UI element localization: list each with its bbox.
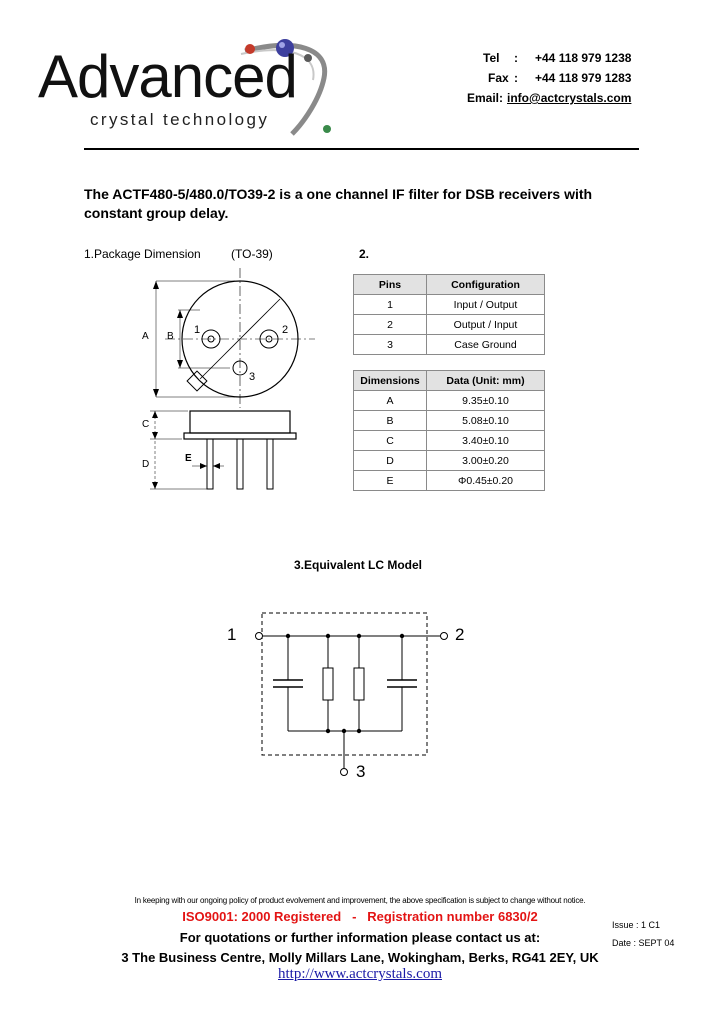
email-link[interactable]: info@actcrystals.com xyxy=(507,91,632,105)
table-row xyxy=(354,451,545,471)
table-row xyxy=(354,411,545,431)
to39-package-diagram xyxy=(130,268,320,498)
dim-cell: D xyxy=(354,451,427,471)
table-row xyxy=(354,315,545,335)
section1-title: 1.Package Dimension xyxy=(84,247,201,261)
node-label-2: 2 xyxy=(455,625,465,644)
package-type: (TO-39) xyxy=(231,247,273,261)
dim-label-c: C xyxy=(142,419,150,430)
logo-wordmark: Advanced xyxy=(38,43,297,110)
logo-tagline: crystal technology xyxy=(90,110,270,129)
config-cell: Output / Input xyxy=(427,315,545,335)
table-row xyxy=(354,391,545,411)
website-link[interactable]: http://www.actcrystals.com xyxy=(278,966,442,982)
table-row xyxy=(354,431,545,451)
value-cell: 9.35±0.10 xyxy=(427,391,545,411)
lc-model-diagram xyxy=(225,605,475,785)
company-address: 3 The Business Centre, Molly Millars Lane, Wokingham, Berks, RG41 2EY, UK xyxy=(121,950,599,965)
dim-label-a: A xyxy=(142,331,149,342)
issue-number: Issue : 1 C1 xyxy=(612,920,661,930)
table-row xyxy=(354,295,545,315)
tel-label: Tel xyxy=(483,51,500,65)
dim-label-e: E xyxy=(185,453,192,464)
quotation-contact-line: For quotations or further information please contact us at: xyxy=(179,930,541,945)
node-label-1: 1 xyxy=(227,625,237,644)
dim-label-b: B xyxy=(167,331,174,342)
node-label-3: 3 xyxy=(356,762,366,781)
fax-label: Fax xyxy=(488,71,509,85)
config-cell: Case Ground xyxy=(427,335,545,355)
dims-table-header xyxy=(354,371,545,391)
dimensions-header: Dimensions xyxy=(354,371,427,391)
dimensions-table xyxy=(353,370,545,491)
dim-cell: C xyxy=(354,431,427,451)
value-cell: 3.00±0.20 xyxy=(427,451,545,471)
tel-value: +44 118 979 1238 xyxy=(535,51,632,65)
pin-label-3: 3 xyxy=(249,371,256,383)
website-url-line xyxy=(0,966,720,983)
package-drawing xyxy=(130,268,320,498)
pin-label-1: 1 xyxy=(194,324,201,336)
iso-registration: ISO9001: 2000 Registered - Registration number 6830/2 xyxy=(182,909,538,924)
footer-disclaimer: In keeping with our ongoing policy of product evolvement and improvement, the above specification is subject to change without notice. xyxy=(134,896,586,905)
dim-label-d: D xyxy=(142,459,150,470)
value-cell: Φ0.45±0.20 xyxy=(427,471,545,491)
pins-header: Pins xyxy=(354,275,427,295)
pin-cell: 3 xyxy=(354,335,427,355)
value-cell: 5.08±0.10 xyxy=(427,411,545,431)
section2-title: 2. xyxy=(359,247,370,261)
dim-cell: B xyxy=(354,411,427,431)
data-header: Data (Unit: mm) xyxy=(427,371,545,391)
dim-cell: E xyxy=(354,471,427,491)
value-cell: 3.40±0.10 xyxy=(427,431,545,451)
issue-date: Date : SEPT 04 xyxy=(612,938,675,948)
pins-table xyxy=(353,274,545,355)
tel-sep: : xyxy=(514,51,518,65)
configuration-header: Configuration xyxy=(427,275,545,295)
dim-cell: A xyxy=(354,391,427,411)
fax-sep: : xyxy=(514,71,518,85)
pins-table-header xyxy=(354,275,545,295)
lc-circuit-schematic xyxy=(225,605,475,785)
config-cell: Input / Output xyxy=(427,295,545,315)
table-row xyxy=(354,335,545,355)
fax-value: +44 118 979 1283 xyxy=(535,71,632,85)
header-divider xyxy=(84,148,639,150)
email-label: Email: xyxy=(467,91,504,105)
pin-cell: 2 xyxy=(354,315,427,335)
product-headline: The ACTF480-5/480.0/TO39-2 is a one channel IF filter for DSB receivers with constant group delay. xyxy=(84,186,593,221)
section3-title: 3.Equivalent LC Model xyxy=(294,558,423,572)
pin-cell: 1 xyxy=(354,295,427,315)
pin-label-2: 2 xyxy=(282,324,289,336)
table-row xyxy=(354,471,545,491)
